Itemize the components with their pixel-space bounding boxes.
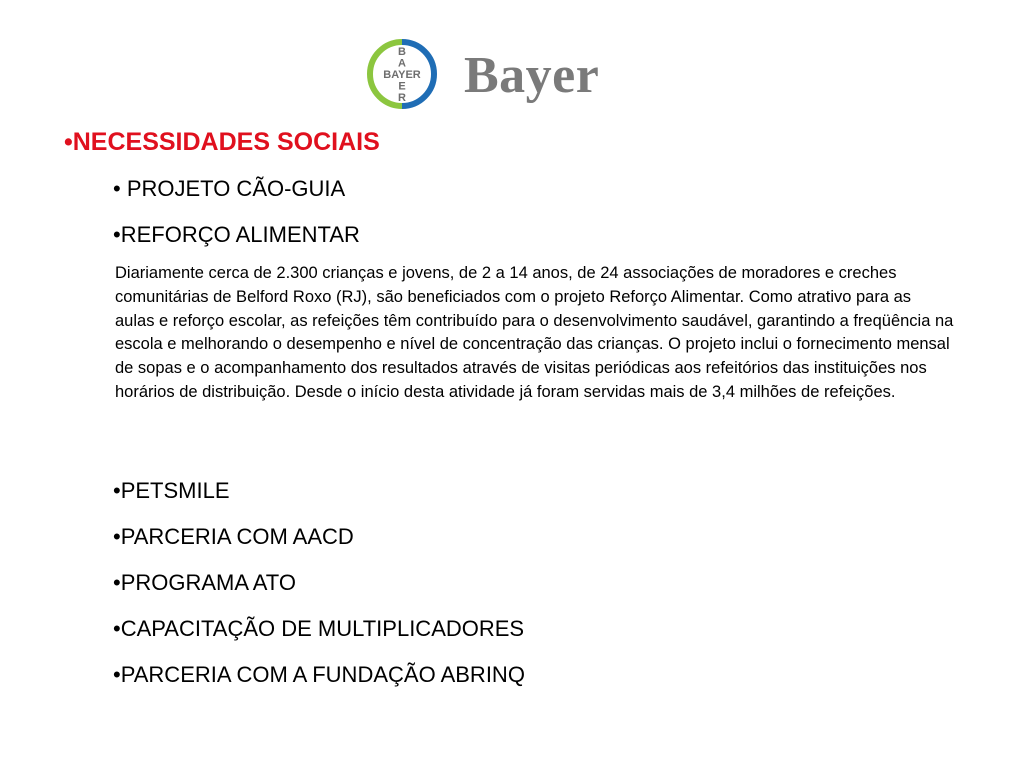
bayer-cross-icon (356, 38, 456, 110)
bayer-logo (356, 38, 631, 110)
list-item-reforco-alimentar: •REFORÇO ALIMENTAR (113, 222, 360, 247)
cross-letter: E (398, 80, 406, 93)
bayer-wordmark: Bayer (464, 47, 600, 104)
reforco-description: Diariamente cerca de 2.300 crianças e jovens, de 2 a 14 anos, de 24 associações de moradores e creches comunitárias de Belford Roxo (RJ), são beneficiados com o projeto Reforço Alimentar. Como atrativo para as aulas e reforço escolar, as refeições têm contribuído para o desenvolvimento saudável, garantindo a freqüência na escola e melhorando o desempenho e nível de concentração das crianças. O projeto inclui o fornecimento mensal de sopas e o acompanhamento dos resultados através de visitas periódicas aos refeitórios das instituições nos horários de distribuição. Desde o início desta atividade já foram servidas mais de 3,4 milhões de refeições. (115, 264, 954, 401)
section-title: •NECESSIDADES SOCIAIS (64, 128, 380, 156)
list-item-programa-ato: •PROGRAMA ATO (113, 570, 296, 595)
list-item-parceria-abrinq: •PARCERIA COM A FUNDAÇÃO ABRINQ (113, 662, 525, 687)
cross-letter: B (398, 46, 406, 58)
list-item-parceria-aacd: •PARCERIA COM AACD (113, 524, 354, 549)
cross-letter: A (398, 57, 406, 70)
cross-horizontal-text: BAYER (383, 69, 421, 81)
list-item-projeto-cao-guia: • PROJETO CÃO-GUIA (113, 176, 346, 201)
list-item-capacitacao: •CAPACITAÇÃO DE MULTIPLICADORES (113, 616, 525, 641)
cross-letter: R (398, 92, 406, 104)
list-item-petsmile: •PETSMILE (113, 478, 230, 503)
